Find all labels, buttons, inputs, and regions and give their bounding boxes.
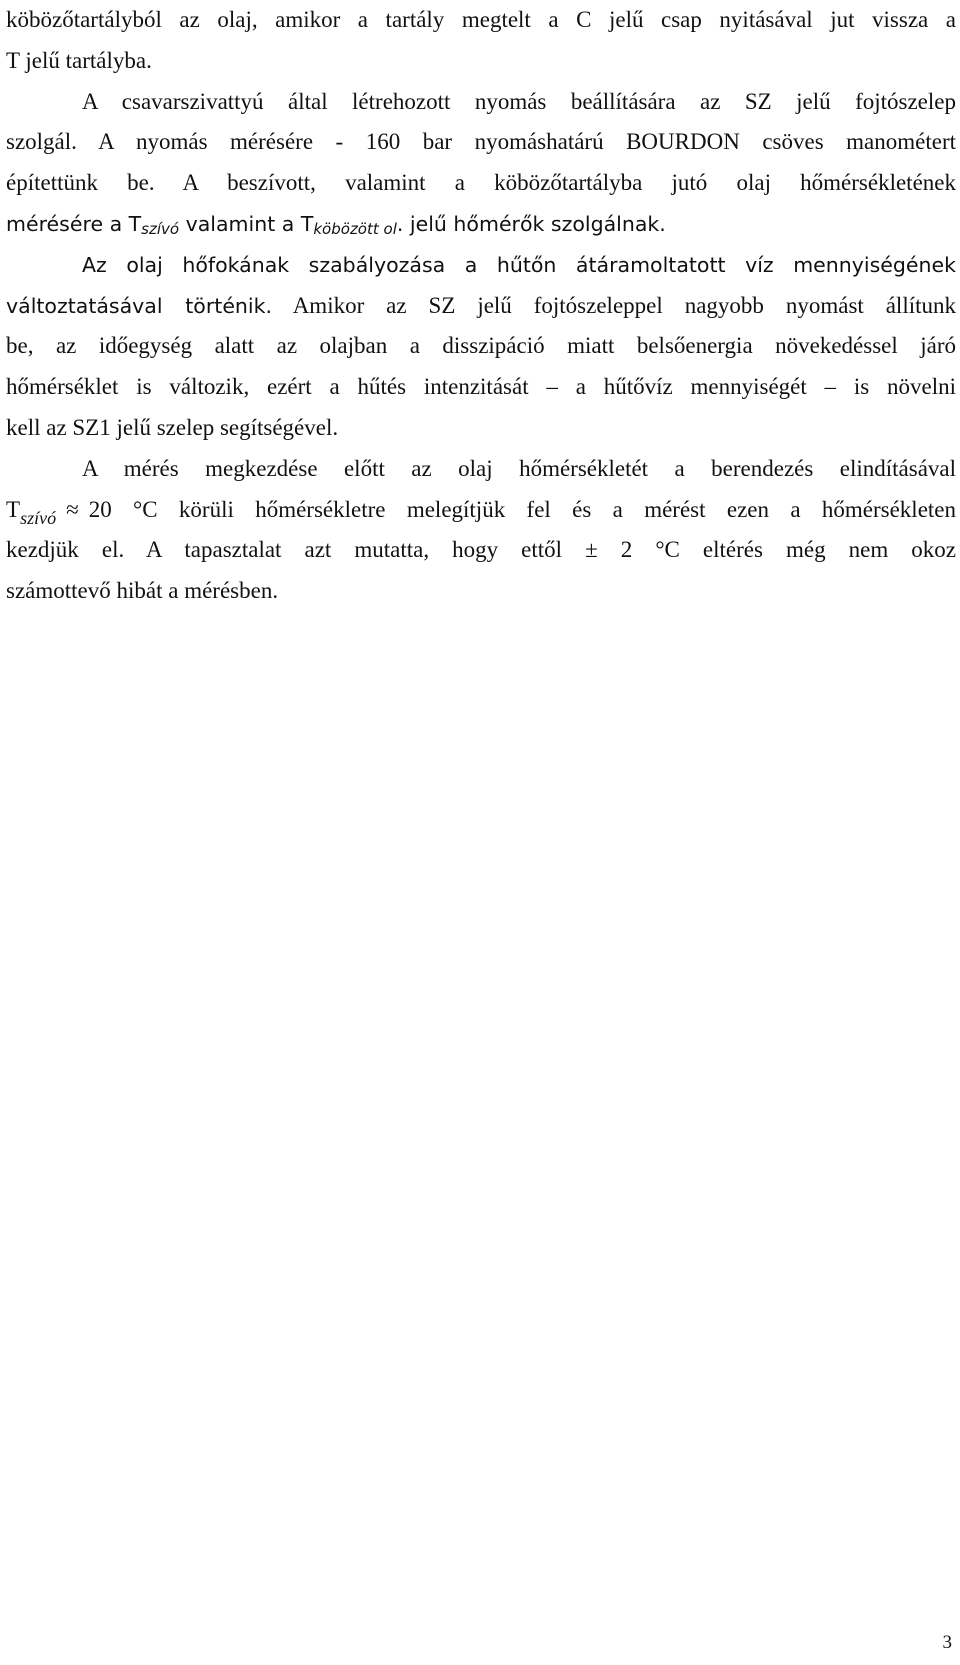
text-line: be, az időegység alatt az olajban a disszipáció miatt belsőenergia növekedéssel járó	[6, 333, 956, 359]
text-segment: jelű hőmérők szolgálnak.	[403, 211, 666, 236]
text-line: köbözőtartályból az olaj, amikor a tartály megtelt a C jelű csap nyitásával jut vissza a	[6, 7, 956, 32]
subscript-szivo: szívó	[20, 507, 57, 528]
subscript-szivo: szívó	[141, 219, 180, 238]
text-line: szolgál. A nyomás mérésére - 160 bar nyomáshatárú BOURDON csöves manométert	[6, 129, 956, 155]
paragraph-start-line: A csavarszivattyú által létrehozott nyomás beállítására az SZ jelű fojtószelep	[82, 88, 956, 114]
text-segment: 20 °C körüli hőmérsékletre melegítjük fel és a mérést ezen a hőmérsékleten	[88, 496, 956, 522]
mixed-font-line	[6, 286, 956, 327]
text-segment: mérésére a T	[6, 211, 142, 236]
text-line: építettünk be. A beszívott, valamint a köbözőtartályba jutó olaj hőmérsékletének	[6, 170, 956, 196]
text-segment: T	[6, 496, 21, 522]
text-line: számottevő hibát a mérésben.	[6, 578, 279, 604]
page-number: 3	[942, 1632, 952, 1653]
thermometer-line	[6, 204, 956, 245]
paragraph-start-line: A mérés megkezdése előtt az olaj hőmérsékletét a berendezés elindításával	[82, 455, 956, 481]
temperature-line	[6, 490, 956, 531]
text-segment: változtatásával történik.	[6, 293, 273, 318]
text-segment: Amikor az SZ jelű fojtószeleppel nagyobb nyomást állítunk	[272, 292, 956, 318]
approx-symbol: ≈	[66, 496, 79, 522]
text-line: T jelű tartályba.	[6, 47, 152, 73]
text-line: hőmérséklet is változik, ezért a hűtés intenzitását – a hűtővíz mennyiségét – is növelni	[6, 374, 956, 400]
subscript-kobozott-ol: köbözött ol	[313, 219, 397, 238]
text-segment: .	[396, 211, 404, 236]
body-text	[6, 0, 956, 612]
text-segment: valamint a T	[179, 211, 314, 236]
paragraph-start-line: Az olaj hőfokának szabályozása a hűtőn átáramoltatott víz mennyiségének	[82, 252, 956, 277]
text-line: kezdjük el. A tapasztalat azt mutatta, hogy ettől ± 2 °C eltérés még nem okoz	[6, 537, 956, 563]
text-line: kell az SZ1 jelű szelep segítségével.	[6, 414, 339, 440]
